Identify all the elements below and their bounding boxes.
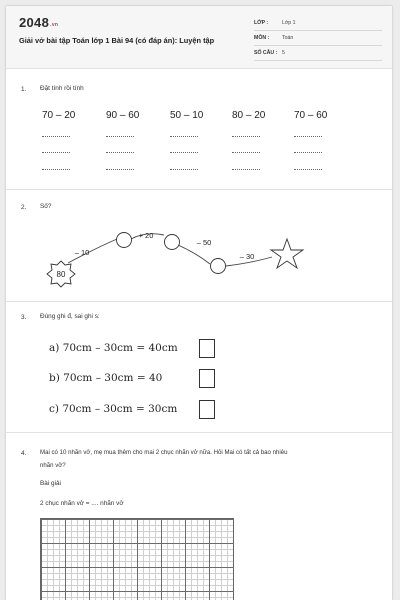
- op-label-1: – 10: [74, 248, 90, 257]
- chain-link-3: [178, 245, 210, 264]
- op-label-2: + 20: [138, 231, 154, 240]
- answer-box-b[interactable]: [199, 369, 215, 388]
- statement-b: b) 70cm – 30cm = 40: [49, 372, 163, 384]
- solution-line: 2 chục nhãn vở = .... nhãn vở: [40, 500, 124, 507]
- question-2-text: Số?: [40, 203, 52, 210]
- question-3-number: 3.: [21, 314, 27, 321]
- answer-dots: [42, 152, 70, 153]
- section-divider: [6, 301, 392, 302]
- worksheet-title: Giải vở bài tập Toán lớp 1 Bài 94 (có đáp án): Luyện tập: [19, 36, 215, 45]
- answer-dots: [232, 169, 260, 170]
- logo-domain: .vn: [50, 22, 59, 28]
- question-2-number: 2.: [21, 204, 27, 211]
- expression-3: 50 – 10: [170, 110, 204, 121]
- number-chain-diagram: [6, 221, 392, 291]
- answer-box-c[interactable]: [199, 400, 215, 419]
- worksheet-page: [6, 6, 392, 600]
- answer-star[interactable]: [271, 239, 303, 268]
- answer-dots: [106, 152, 134, 153]
- expression-1: 70 – 20: [42, 110, 76, 121]
- answer-box-a[interactable]: [199, 339, 215, 358]
- answer-circle-3[interactable]: [211, 259, 226, 274]
- answer-dots: [294, 136, 322, 137]
- answer-dots: [232, 152, 260, 153]
- op-label-4: – 30: [239, 252, 255, 261]
- meta-row-question-count: [254, 48, 382, 61]
- statement-c: c) 70cm – 30cm = 30cm: [49, 403, 178, 415]
- solution-label: Bài giải: [40, 480, 61, 487]
- start-value: 80: [56, 270, 66, 279]
- meta-row-subject: [254, 33, 382, 46]
- section-divider: [6, 432, 392, 433]
- meta-value-question-count: 5: [282, 50, 285, 56]
- answer-dots: [42, 169, 70, 170]
- question-4-text-line-1: Mai có 10 nhãn vở, mẹ mua thêm cho mai 2 chục nhãn vở nữa. Hỏi Mai có tất cả bao nhiêu: [40, 449, 288, 456]
- answer-dots: [42, 136, 70, 137]
- answer-dots: [170, 136, 198, 137]
- site-logo[interactable]: [19, 15, 58, 30]
- question-1-text: Đặt tính rồi tính: [40, 85, 84, 92]
- op-label-3: – 50: [196, 238, 212, 247]
- answer-dots: [106, 136, 134, 137]
- expression-2: 90 – 60: [106, 110, 140, 121]
- expression-5: 70 – 60: [294, 110, 328, 121]
- question-4-number: 4.: [21, 450, 27, 457]
- answer-dots: [170, 169, 198, 170]
- answer-writing-grid[interactable]: [40, 518, 234, 600]
- expression-4: 80 – 20: [232, 110, 266, 121]
- answer-circle-2[interactable]: [165, 235, 180, 250]
- answer-dots: [170, 152, 198, 153]
- question-4-text-line-2: nhãn vở?: [40, 462, 66, 469]
- answer-dots: [294, 169, 322, 170]
- worksheet-header: [6, 6, 392, 69]
- logo-text: 2048: [19, 15, 50, 30]
- meta-label-question-count: SỐ CÂU :: [254, 50, 278, 56]
- section-divider: [6, 189, 392, 190]
- question-1-number: 1.: [21, 86, 27, 93]
- answer-circle-1[interactable]: [117, 233, 132, 248]
- meta-label-grade: LỚP :: [254, 20, 269, 26]
- meta-label-subject: MÔN :: [254, 35, 270, 41]
- meta-row-grade: [254, 18, 382, 31]
- answer-dots: [106, 169, 134, 170]
- meta-value-subject: Toán: [282, 35, 294, 41]
- statement-a: a) 70cm – 30cm = 40cm: [49, 342, 178, 354]
- meta-value-grade: Lớp 1: [282, 20, 296, 26]
- answer-dots: [294, 152, 322, 153]
- answer-dots: [232, 136, 260, 137]
- question-3-text: Đúng ghi đ, sai ghi s:: [40, 313, 100, 320]
